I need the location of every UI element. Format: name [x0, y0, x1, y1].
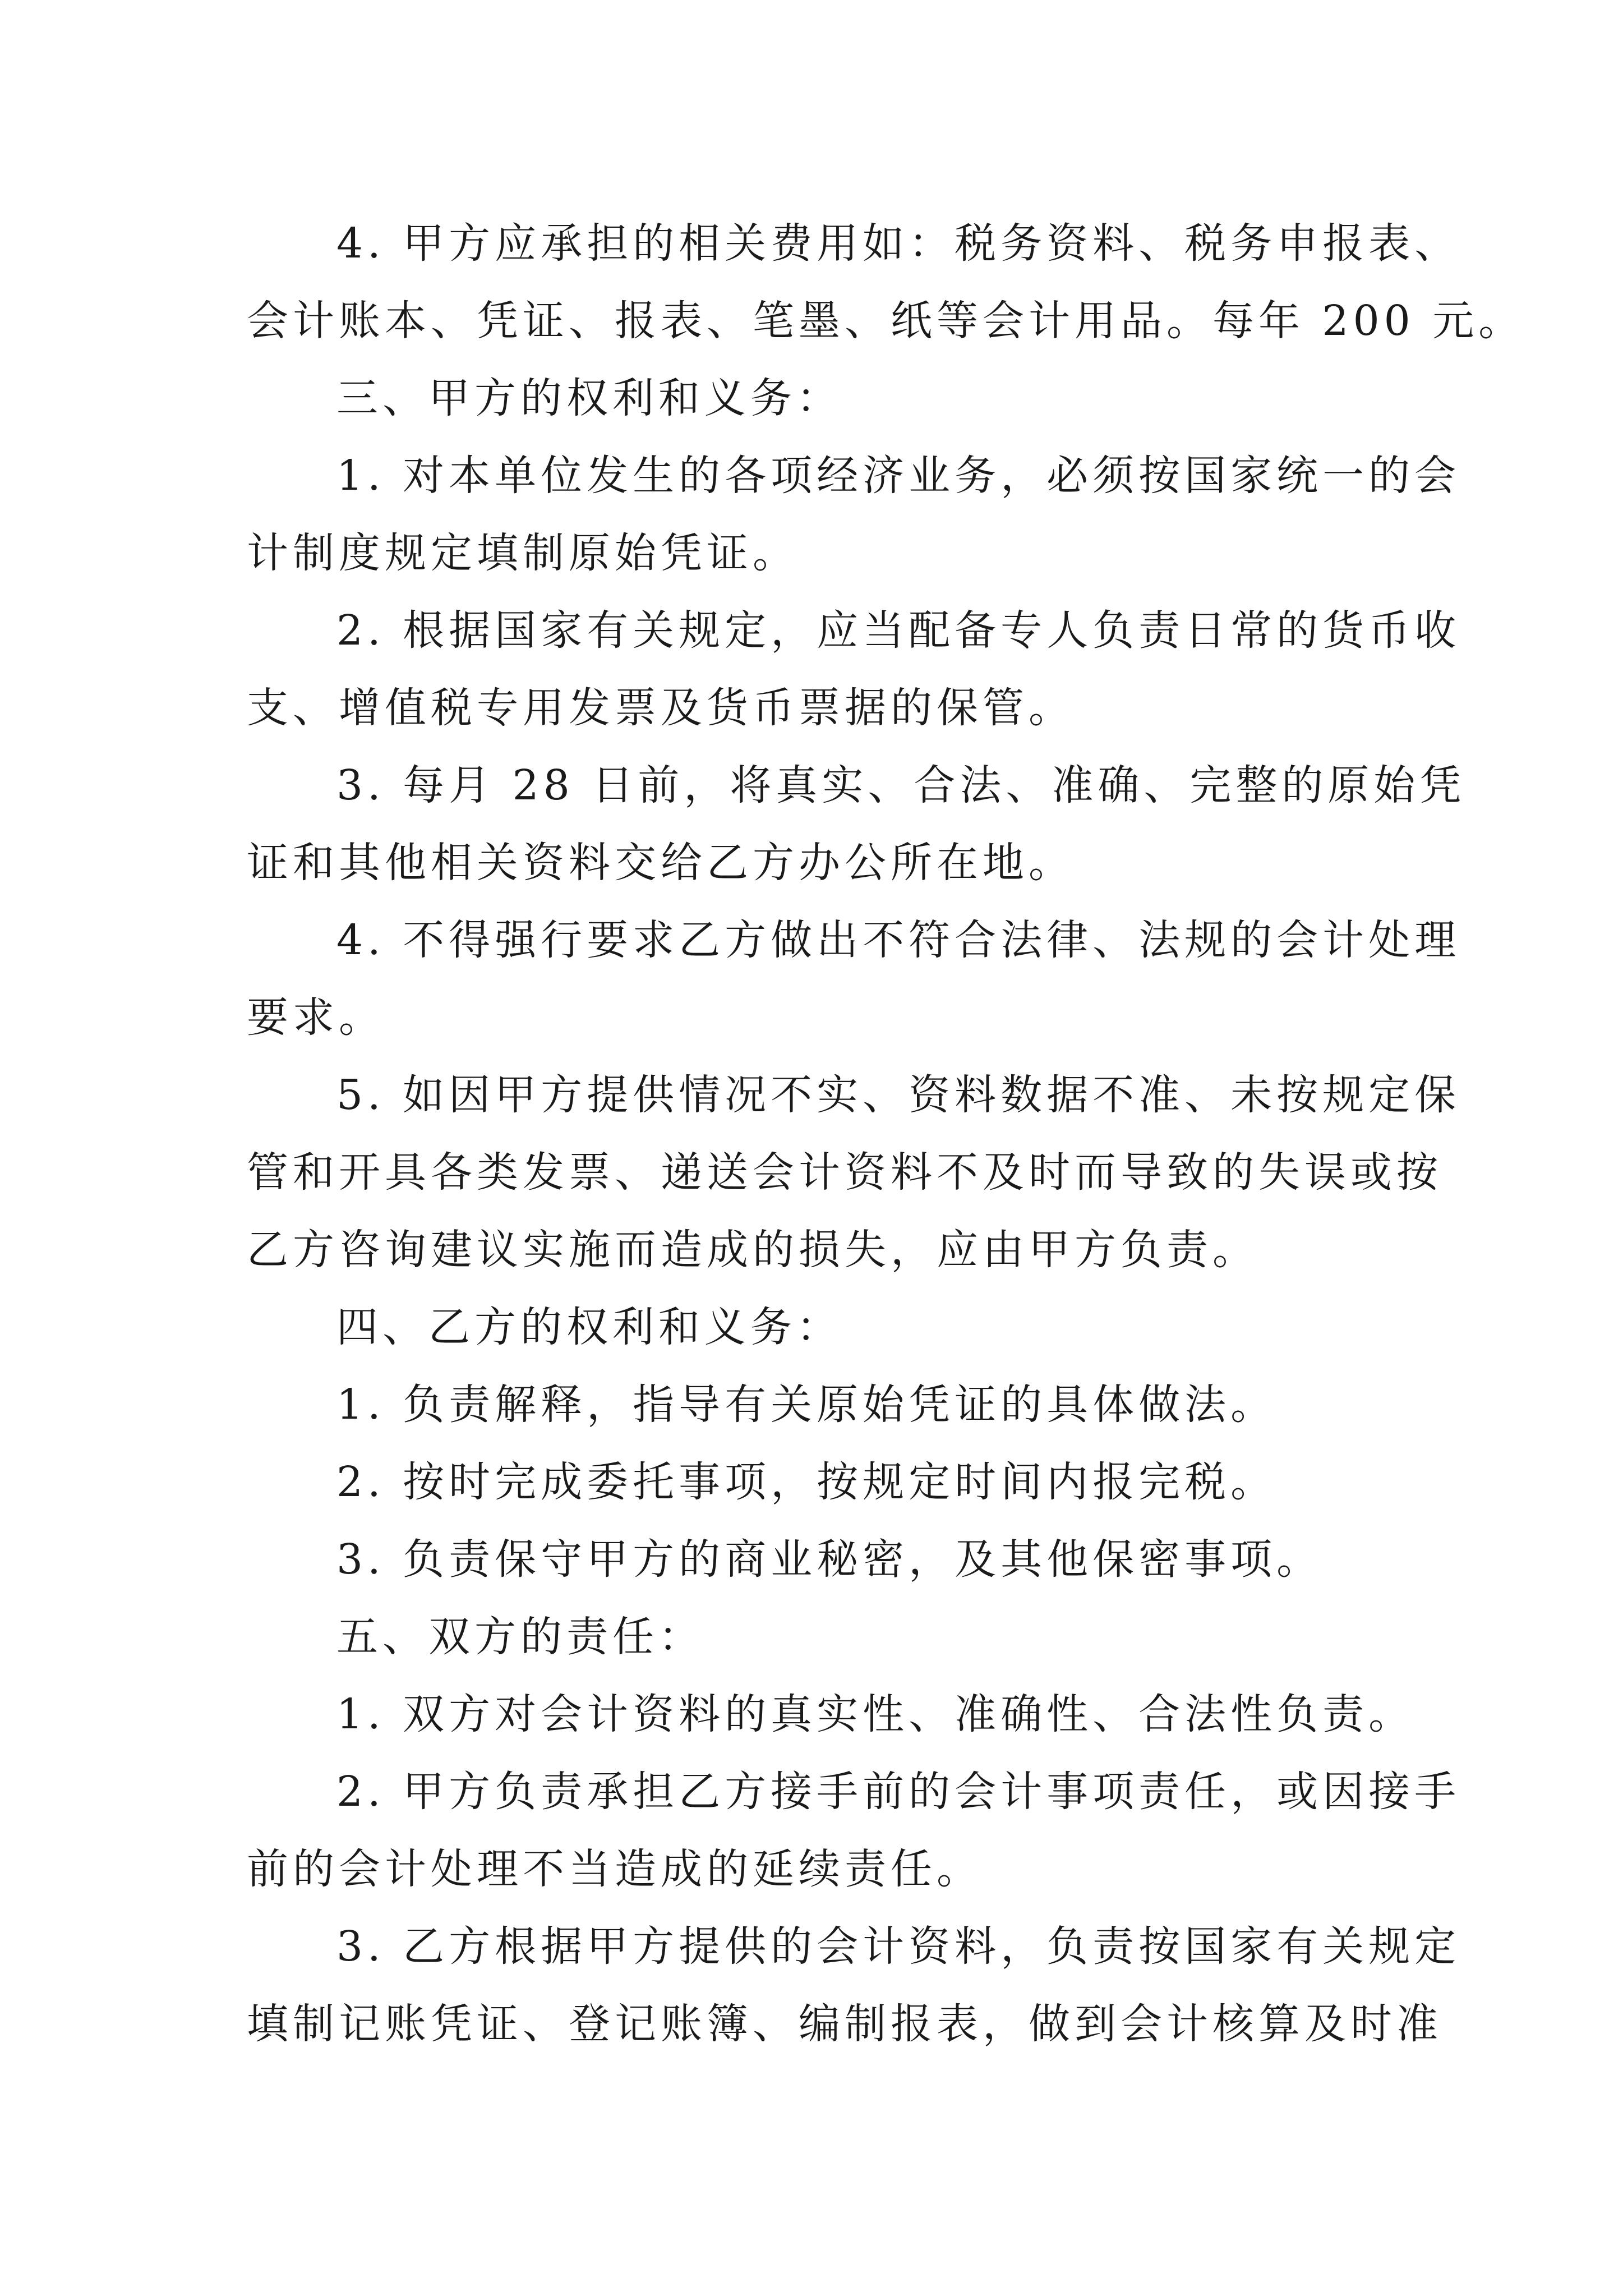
text-line: 3. 负责保守甲方的商业秘密，及其他保密事项。	[336, 1535, 1323, 1584]
text-line: 计制度规定填制原始凭证。	[247, 529, 799, 577]
text-line: 4. 不得强行要求乙方做出不符合法律、法规的会计处理	[336, 916, 1461, 964]
text-line: 三、甲方的权利和义务：	[336, 374, 842, 422]
document-body	[247, 205, 1525, 2063]
text-line: 填制记账凭证、登记账簿、编制报表，做到会计核算及时准	[247, 2000, 1442, 2048]
text-line: 2. 按时完成委托事项，按规定时间内报完税。	[336, 1458, 1277, 1506]
text-line: 乙方咨询建议实施而造成的损失，应由甲方负责。	[247, 1226, 1258, 1274]
text-line: 五、双方的责任：	[336, 1613, 704, 1661]
text-line: 支、增值税专用发票及货币票据的保管。	[247, 684, 1075, 732]
text-line: 1. 对本单位发生的各项经济业务，必须按国家统一的会	[336, 452, 1461, 500]
text-line: 3. 每月 28 日前，将真实、合法、准确、完整的原始凭	[336, 761, 1466, 809]
text-line: 4. 甲方应承担的相关费用如：税务资料、税务申报表、	[336, 219, 1461, 268]
text-line: 四、乙方的权利和义务：	[336, 1303, 842, 1351]
text-line: 2. 甲方负责承担乙方接手前的会计事项责任，或因接手	[336, 1768, 1461, 1816]
text-line: 1. 双方对会计资料的真实性、准确性、合法性负责。	[336, 1690, 1415, 1738]
text-line: 5. 如因甲方提供情况不实、资料数据不准、未按规定保	[336, 1071, 1461, 1119]
text-line: 3. 乙方根据甲方提供的会计资料，负责按国家有关规定	[336, 1922, 1461, 1971]
text-line: 要求。	[247, 993, 385, 1042]
text-line: 1. 负责解释，指导有关原始凭证的具体做法。	[336, 1381, 1277, 1429]
text-line: 2. 根据国家有关规定，应当配备专人负责日常的货币收	[336, 606, 1461, 655]
text-line: 证和其他相关资料交给乙方办公所在地。	[247, 839, 1075, 887]
text-line: 管和开具各类发票、递送会计资料不及时而导致的失误或按	[247, 1148, 1442, 1197]
text-line: 会计账本、凭证、报表、笔墨、纸等会计用品。每年 200 元。	[247, 297, 1525, 345]
text-line: 前的会计处理不当造成的延续责任。	[247, 1845, 983, 1893]
